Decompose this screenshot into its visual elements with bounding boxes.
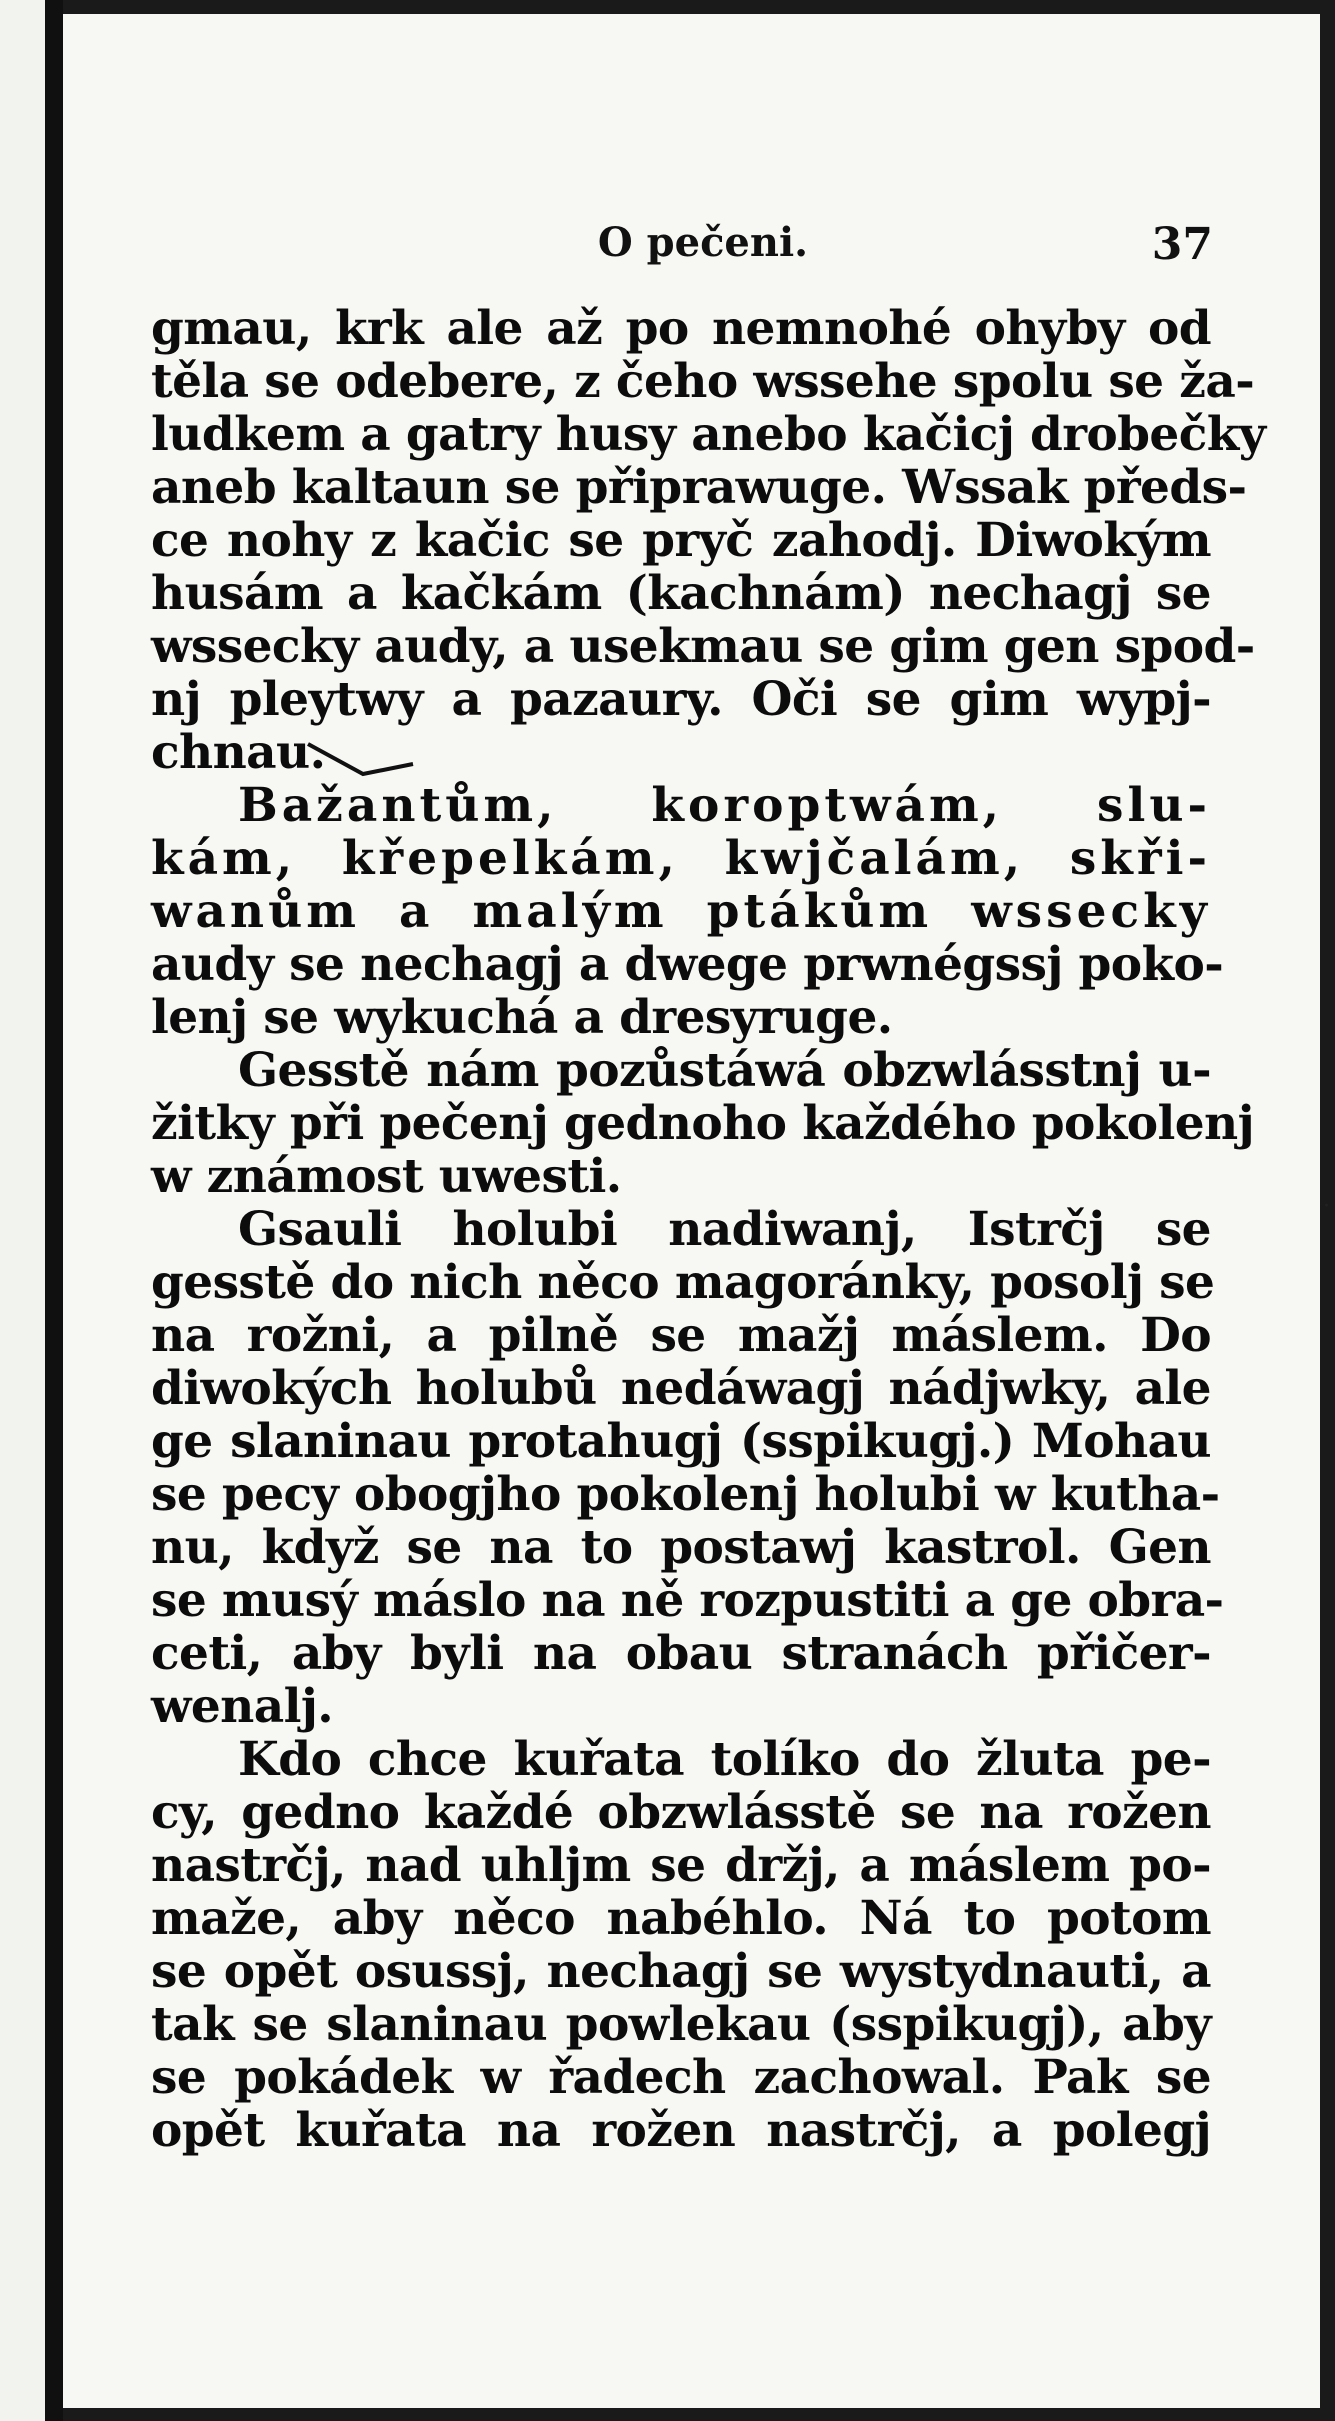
- text-line: těla se odebere, z čeho wssehe spolu se ža-: [151, 354, 1255, 409]
- adjacent-page-edge: [0, 0, 49, 2421]
- book-page: [63, 14, 1330, 2408]
- text-line: gmau, krk ale až po nemnohé ohyby od: [151, 301, 1211, 356]
- text-line: cy, gedno každé obzwlásstě se na rožen: [151, 1785, 1211, 1840]
- text-line: w známost uwesti.: [151, 1149, 622, 1204]
- page-header: [63, 219, 1320, 279]
- text-line: se pecy obogjho pokolenj holubi w kutha-: [151, 1467, 1220, 1522]
- book-gutter: [45, 0, 63, 2421]
- text-line: lenj se wykuchá a dresyruge.: [151, 990, 893, 1045]
- text-line: tak se slaninau powlekau (sspikugj), aby: [151, 1997, 1211, 2052]
- text-line: Gesstě nám pozůstáwá obzwlásstnj u-: [238, 1043, 1211, 1098]
- text-line: nu, když se na to postawj kastrol. Gen: [151, 1520, 1211, 1575]
- text-line: žitky při pečenj gednoho každého pokolenj: [151, 1096, 1255, 1151]
- speck-mark: ·: [1323, 1194, 1330, 1219]
- text-line: Kdo chce kuřata tolíko do žluta pe-: [238, 1732, 1211, 1787]
- text-line: wanům a malým ptákům wssecky: [151, 884, 1211, 939]
- text-line: Bažantům, koroptwám, slu-: [238, 778, 1211, 833]
- text-line: ludkem a gatry husy anebo kačicj drobečky: [151, 407, 1266, 462]
- text-line: opět kuřata na rožen nastrčj, a polegj: [151, 2103, 1211, 2158]
- text-line: se musý máslo na ně rozpustiti a ge obra-: [151, 1573, 1224, 1628]
- text-line: ce nohy z kačic se pryč zahodj. Diwokým: [151, 513, 1211, 568]
- text-line: aneb kaltaun se připrawuge. Wssak předs-: [151, 460, 1247, 515]
- text-line: na rožni, a pilně se mažj máslem. Do: [151, 1308, 1211, 1363]
- text-line: diwokých holubů nedáwagj nádjwky, ale: [151, 1361, 1211, 1416]
- text-line: Gsauli holubi nadiwanj, Istrčj se: [238, 1202, 1211, 1257]
- text-line: nj pleytwy a pazaury. Oči se gim wypj-: [151, 672, 1211, 727]
- text-line: audy se nechagj a dwege prwnégssj poko-: [151, 937, 1224, 992]
- text-line: nastrčj, nad uhljm se držj, a máslem po-: [151, 1838, 1211, 1893]
- text-line: gesstě do nich něco magoránky, posolj se: [151, 1255, 1215, 1310]
- running-title: O pečeni.: [597, 219, 809, 266]
- text-line: husám a kačkám (kachnám) nechagj se: [151, 566, 1211, 621]
- text-line: se opět osussj, nechagj se wystydnauti, a: [151, 1944, 1211, 1999]
- text-line: chnau.: [151, 725, 326, 780]
- text-line: wssecky audy, a usekmau se gim gen spod-: [151, 619, 1255, 674]
- text-line: wenalj.: [151, 1679, 334, 1734]
- text-line: maže, aby něco nabéhlo. Ná to potom: [151, 1891, 1211, 1946]
- page-number: 37: [1151, 219, 1213, 270]
- text-line: kám, křepelkám, kwjčalám, skři-: [151, 831, 1211, 886]
- text-line: ceti, aby byli na obau stranách přičer-: [151, 1626, 1211, 1681]
- pen-stroke-mark: [303, 734, 423, 784]
- text-line: se pokádek w řadech zachowal. Pak se: [151, 2050, 1211, 2105]
- text-line: ge slaninau protahugj (sspikugj.) Mohau: [151, 1414, 1211, 1469]
